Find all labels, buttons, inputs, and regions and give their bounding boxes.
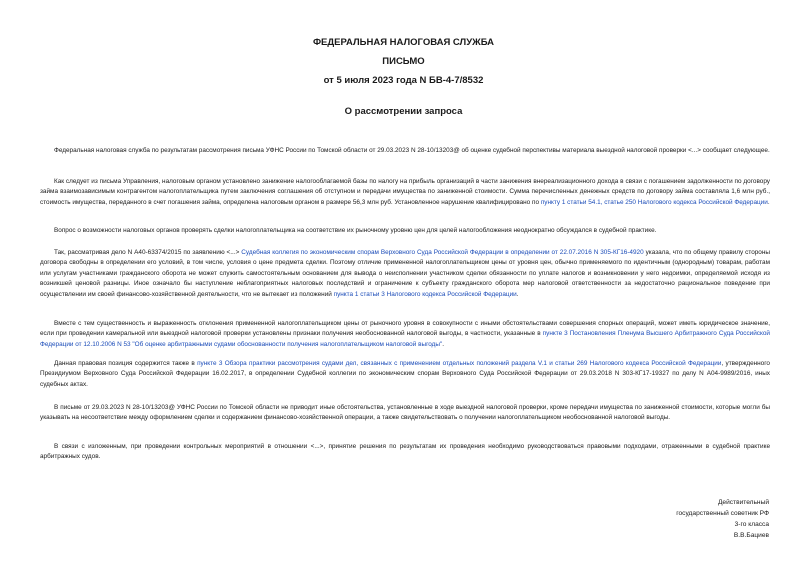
agency-title: ФЕДЕРАЛЬНАЯ НАЛОГОВАЯ СЛУЖБА xyxy=(312,37,495,48)
signature-line-2: государственный советник РФ xyxy=(676,510,769,517)
doc-date-number: от 5 июля 2023 года N БВ-4-7/8532 xyxy=(323,75,484,86)
paragraph-2-text: Как следует из письма Управления, налоговым органом установлено занижение налогооблагаемой базы по налогу на прибыль организаций в части занижения внереализационного дохода в связи с погашением задолженности по договору займа взаимозависимым контрагентом налогоплательщика путем заключения соглашения об отступном и передачи имущества по заниженной стоимости. Сумма перечисленных денежных средств по договору займа составляла 1,6 млн руб., стоимость имущества, переданного в счет погашения займа, определена налоговым органом в размере 56,3 млн руб. Установленное нарушение квалифицировано по xyxy=(40,178,770,206)
paragraph-5-text-a: Вместе с тем существенность и выраженность отклонения примененной налогоплательщиком цены от рыночного уровня в совокупности с иными обстоятельствами совершения спорных операций, может иметь юридическое значение, если при проведении камеральной или выездной налоговой проверки установлены признаки получения необоснованной налоговой выгоды, в частности, указанные в xyxy=(40,320,770,338)
link-nk-article-54-1-250[interactable]: пункту 1 статьи 54.1, статье 250 Налогового кодекса Российской Федерации xyxy=(540,198,768,206)
link-supreme-court-ruling[interactable]: Судебная коллегия по экономическим спорам Верховного Суда Российской Федерации в определении от 22.07.2016 N 305-КГ16-4920 xyxy=(241,249,644,256)
doc-type: ПИСЬМО xyxy=(382,56,425,67)
paragraph-5-text-c: . xyxy=(442,340,445,348)
signature-line-1: Действительный xyxy=(717,499,769,506)
paragraph-6-text-a: Данная правовая позиция содержится также в xyxy=(54,360,198,367)
paragraph-4 xyxy=(40,248,770,300)
paragraph-4-text-a: Так, рассматривая дело N А40-63374/2015 по заявлению <...> xyxy=(54,249,242,256)
signature-block xyxy=(676,497,769,541)
link-practice-review[interactable]: пункте 3 Обзора практики рассмотрения судами дел, связанных с применением отдельных положений раздела V.1 и статьи 269 Налогового кодекса Российской Федерации xyxy=(197,360,722,367)
signature-line-3: 3-го класса xyxy=(734,521,769,528)
paragraph-2-end: . xyxy=(767,198,770,206)
paragraph-6 xyxy=(40,359,770,390)
paragraph-2 xyxy=(40,177,770,208)
signer-name: В.В.Бациев xyxy=(733,532,769,539)
link-plenum-resolution-53[interactable]: пункте 3 Постановления Пленума Высшего Арбитражного Суда Российской Федерации от 12.10.2006 N 53 "Об оценке арбитражными судами обоснованности получения налогоплательщиком налоговой выгоды" xyxy=(40,330,770,348)
link-nk-article-3[interactable]: пункта 1 статьи 3 Налогового кодекса Российской Федерации xyxy=(333,290,517,298)
paragraph-5 xyxy=(40,319,770,350)
paragraph-6-text-b: , утвержденного Президиумом Верховного Суда Российской Федерации 16.02.2017, в определении Судебной коллегии по экономическим спорам Верховного Суда Российской Федерации от 29.03.2018 N 303-КГ17-19327 по делу N А04-9989/2016, иных судебных актах. xyxy=(40,360,770,388)
paragraph-7-text: В письме от 29.03.2023 N 28-10/13203@ УФНС России по Томской области не приводит иные обстоятельства, установленные в ходе выездной налоговой проверки, кроме передачи имущества по заниженной стоимости, которые могли бы указывать на несоответствие между оформлением сделки и содержанием финансово-хозяйственной операции, а также свидетельствовать о получении налогоплательщиком необоснованной налоговой выгоды. xyxy=(40,404,770,422)
paragraph-3 xyxy=(40,226,770,236)
paragraph-4-text-c: . xyxy=(516,290,519,298)
paragraph-4-text-b: указала, что по общему правилу стороны договора свободны в определении его условий, в том числе, условия о цене предмета сделки. Поэтому отличие примененной налогоплательщиком цены от уровня цен, обычно применяемого по идентичным (однородным) товарам, работам или услугам участниками гражданского оборота не может служить самостоятельным основанием для вывода о неисполнении участником сделки обязанности по уплате налогов и возникновении у него недоимки, определяемой исходя из возникшей ценовой разницы. Иное означало бы наступление неблагоприятных налоговых последствий и ограничение к субъекту гражданского оборота мер налоговой ответственности за недостаточно рациональное поведение при осуществлении им своей финансово-хозяйственной деятельности, что не вытекает из положений xyxy=(40,249,770,298)
paragraph-8 xyxy=(40,442,770,463)
doc-subject: О рассмотрении запроса xyxy=(344,106,463,117)
paragraph-1-text: Федеральная налоговая служба по результатам рассмотрения письма УФНС России по Томской области от 29.03.2023 N 28-10/13203@ об оценке судебной перспективы материала выездной налоговой проверки <...> сообщает следующее. xyxy=(54,147,770,154)
paragraph-7 xyxy=(40,403,770,424)
paragraph-3-text: Вопрос о возможности налоговых органов проверять сделки налогоплательщика на соответствие их рыночному уровню цен для целей налогообложения неоднократно обсуждался в судебной практике. xyxy=(54,227,657,234)
paragraph-8-text: В связи с изложенным, при проведении контрольных мероприятий в отношении <...>, принятие решения по результатам их проведения необходимо руководствоваться правовыми подходами, отраженными в судебной практике арбитражных судов. xyxy=(40,443,770,461)
paragraph-1 xyxy=(40,146,770,156)
